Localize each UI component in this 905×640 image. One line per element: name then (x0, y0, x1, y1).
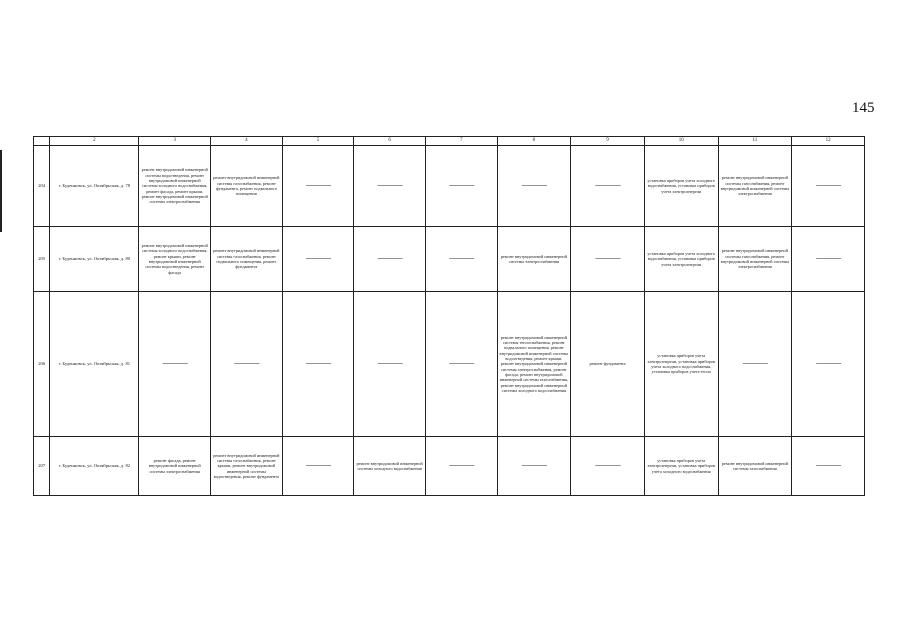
empty-dash-cell: ——— (718, 292, 792, 437)
header-row (34, 137, 865, 146)
empty-dash-cell: ——— (425, 437, 497, 496)
work-cell: ремонт фундамента (571, 292, 645, 437)
row-number: 205 (34, 227, 50, 292)
empty-dash-cell: ——— (211, 292, 283, 437)
work-cell: установка приборов учета холодного водоснабжения, установка приборов учета электроэнергии (644, 227, 718, 292)
row-number: 206 (34, 292, 50, 437)
column-header: 4 (211, 137, 283, 146)
empty-dash-cell: ——— (571, 437, 645, 496)
work-cell: ремонт внутридомовой инженерной системы теплоснабжения, ремонт подвального помещения, ремонт внутридомовой инженерной системы водоотведения, ремонт крыши, ремонт внутридомовой инженерной системы электроснабжения, ремонт фасада, ремонт внутридомовой инженерной системы газоснабжения, ремонт внутридомовой инженерной системы холодного водоснабжения (497, 292, 571, 437)
column-header: 2 (50, 137, 139, 146)
empty-dash-cell: ——— (425, 227, 497, 292)
work-cell: ремонт внутридомовой инженерной системы холодного водоснабжения, ремонт крыши, ремонт внутридомовой инженерной системы водоотведения, ремонт фасада (139, 227, 211, 292)
work-cell: ремонт фасада, ремонт внутридомовой инженерной системы электроснабжения (139, 437, 211, 496)
table-row (34, 437, 865, 496)
empty-dash-cell: ——— (792, 227, 865, 292)
repair-program-table (33, 136, 865, 496)
column-header: 5 (282, 137, 354, 146)
empty-dash-cell: ——— (354, 146, 426, 227)
work-cell: установка приборов учета электроэнергии, установка приборов учета холодного водоснабжения (644, 437, 718, 496)
row-number: 204 (34, 146, 50, 227)
column-header: 3 (139, 137, 211, 146)
work-cell: ремонт внутридомовой инженерной системы газоснабжения, ремонт подвального помещения, ремонт фундамента (211, 227, 283, 292)
empty-dash-cell: ——— (425, 146, 497, 227)
work-cell: ремонт внутридомовой инженерной системы газоснабжения, ремонт фундамента, ремонт подвального помещения (211, 146, 283, 227)
table-row (34, 292, 865, 437)
empty-dash-cell: ——— (282, 146, 354, 227)
work-cell: ремонт внутридомовой инженерной системы газоснабжения, ремонт внутридомовой инженерной системы электроснабжения (718, 227, 792, 292)
work-cell: ремонт внутридомовой инженерной системы газоснабжения, ремонт внутридомовой инженерной системы электроснабжения (718, 146, 792, 227)
work-cell: установка приборов учета электроэнергии, установка приборов учета холодного водоснабжения, установка приборов учета тепла (644, 292, 718, 437)
table-row (34, 146, 865, 227)
address-cell: г. Буденновск, ул. Октябрьская, д. 82 (50, 437, 139, 496)
address-cell: г. Буденновск, ул. Октябрьская, д. 78 (50, 146, 139, 227)
empty-dash-cell: ——— (425, 292, 497, 437)
scan-margin-mark (0, 150, 2, 232)
column-header: 6 (354, 137, 426, 146)
work-cell: установка приборов учета холодного водоснабжения, установка приборов учета электроэнергии (644, 146, 718, 227)
column-header: 7 (425, 137, 497, 146)
page-number: 145 (852, 100, 875, 116)
empty-dash-cell: ——— (792, 146, 865, 227)
address-cell: г. Буденновск, ул. Октябрьская, д. 81 (50, 292, 139, 437)
address-cell: г. Буденновск, ул. Октябрьская, д. 80 (50, 227, 139, 292)
work-cell: ремонт внутридомовой инженерной системы газоснабжения (718, 437, 792, 496)
empty-dash-cell: ——— (571, 227, 645, 292)
work-cell: ремонт внутридомовой инженерной системы водоотведения, ремонт внутридомовой инженерной системы холодного водоснабжения, ремонт фасада, ремонт крыши, ремонт внутридомовой инженерной системы электроснабжения (139, 146, 211, 227)
work-cell: ремонт внутридомовой инженерной системы холодного водоснабжения (354, 437, 426, 496)
empty-dash-cell: ——— (282, 437, 354, 496)
column-header: 8 (497, 137, 571, 146)
empty-dash-cell: ——— (282, 292, 354, 437)
column-header: 12 (792, 137, 865, 146)
column-header (34, 137, 50, 146)
column-header: 10 (644, 137, 718, 146)
empty-dash-cell: ——— (792, 292, 865, 437)
empty-dash-cell: ——— (497, 146, 571, 227)
empty-dash-cell: ——— (282, 227, 354, 292)
empty-dash-cell: ——— (139, 292, 211, 437)
empty-dash-cell: ——— (571, 146, 645, 227)
empty-dash-cell: ——— (792, 437, 865, 496)
empty-dash-cell: ——— (497, 437, 571, 496)
column-header: 9 (571, 137, 645, 146)
work-cell: ремонт внутридомовой инженерной системы электроснабжения (497, 227, 571, 292)
empty-dash-cell: ——— (354, 292, 426, 437)
column-header: 11 (718, 137, 792, 146)
row-number: 207 (34, 437, 50, 496)
table-row (34, 227, 865, 292)
empty-dash-cell: ——— (354, 227, 426, 292)
work-cell: ремонт внутридомовой инженерной системы газоснабжения, ремонт крыши, ремонт внутридомовой инженерной системы водоотведения, ремонт фундамента (211, 437, 283, 496)
